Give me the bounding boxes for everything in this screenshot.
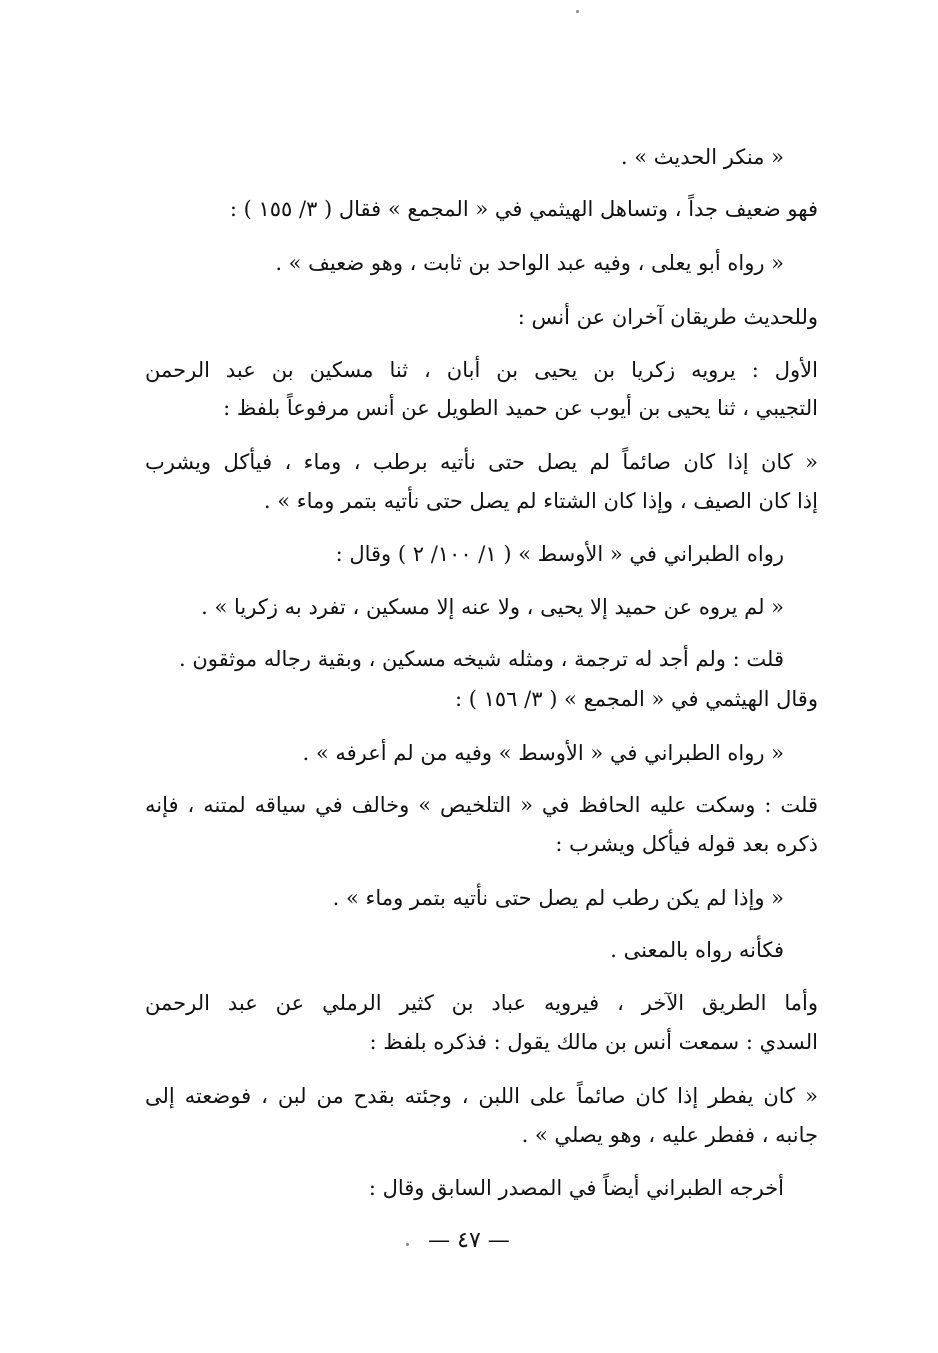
scan-speck	[576, 10, 579, 13]
text-line: « رواه أبو يعلى ، وفيه عبد الواحد بن ثابت ، وهو ضعيف » .	[275, 251, 784, 275]
text-line: وقال الهيثمي في « المجمع » ( ٣/ ١٥٦ ) :	[455, 687, 818, 711]
text-line: ذكره بعد قوله فيأكل ويشرب :	[555, 832, 818, 856]
text-line: قلت : وسكت عليه الحافظ في « التلخيص » وخالف في سياقه لمتنه ، فإنه	[145, 793, 818, 817]
text-line: جانبه ، ففطر عليه ، وهو يصلي » .	[521, 1123, 818, 1147]
text-line: « وإذا لم يكن رطب لم يصل حتى نأتيه بتمر وماء » .	[332, 886, 784, 910]
page-number: — ٤٧ —	[428, 1228, 510, 1253]
text-line: الأول : يرويه زكريا بن يحيى بن أبان ، ثنا مسكين بن عبد الرحمن	[145, 358, 818, 382]
text-line: فكأنه رواه بالمعنى .	[610, 938, 784, 962]
text-line: فهو ضعيف جداً ، وتساهل الهيثمي في « المجمع » فقال ( ٣/ ١٥٥ ) :	[229, 197, 818, 221]
text-line: إذا كان الصيف ، وإذا كان الشتاء لم يصل حتى نأتيه بتمر وماء » .	[263, 489, 818, 513]
scan-speck	[406, 1243, 409, 1246]
text-line: « كان إذا كان صائماً لم يصل حتى نأتيه برطب ، وماء ، فيأكل ويشرب	[145, 450, 818, 474]
text-line: التجيبي ، ثنا يحيى بن أيوب عن حميد الطويل عن أنس مرفوعاً بلفظ :	[223, 396, 818, 420]
text-line: السدي : سمعت أنس بن مالك يقول : فذكره بلفظ :	[369, 1030, 818, 1054]
text-line: « منكر الحديث » .	[620, 145, 784, 169]
text-line: أخرجه الطبراني أيضاً في المصدر السابق وقال :	[368, 1176, 784, 1200]
text-line: وللحديث طريقان آخران عن أنس :	[517, 305, 818, 329]
text-line: « رواه الطبراني في « الأوسط » وفيه من لم أعرفه » .	[302, 741, 784, 765]
text-line: وأما الطريق الآخر ، فيرويه عباد بن كثير الرملي عن عبد الرحمن	[145, 991, 818, 1015]
text-line: « لم يروه عن حميد إلا يحيى ، ولا عنه إلا مسكين ، تفرد به زكريا » .	[201, 595, 784, 619]
text-line: قلت : ولم أجد له ترجمة ، ومثله شيخه مسكين ، وبقية رجاله موثقون .	[178, 647, 784, 671]
text-line: رواه الطبراني في « الأوسط » ( ١/ ١٠٠/ ٢ ) وقال :	[335, 542, 784, 566]
text-line: « كان يفطر إذا كان صائماً على اللبن ، وجئته بقدح من لبن ، فوضعته إلى	[145, 1084, 818, 1108]
